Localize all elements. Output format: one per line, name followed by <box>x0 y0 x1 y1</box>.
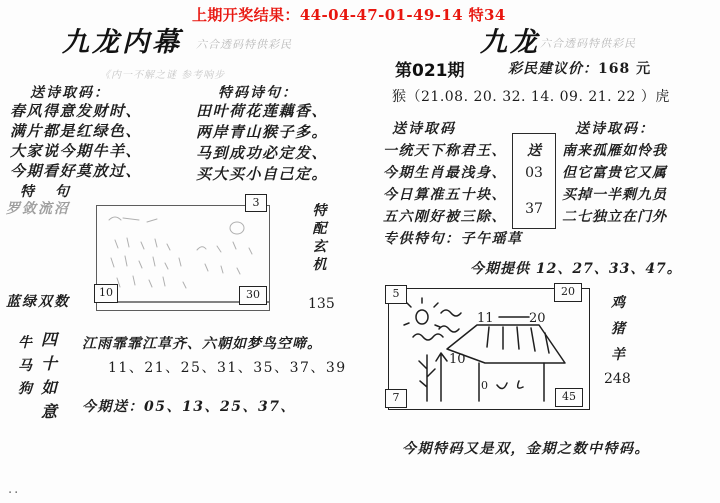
left-poem2-line-1: 田叶荷花莲藕香、 <box>196 102 329 120</box>
right-poem1 <box>383 140 507 228</box>
issue-number: 第021期 <box>395 61 465 81</box>
right-poem2-line-2: 但它富贵它又属 <box>562 165 667 181</box>
left-poem1-line-3: 大家说今期牛羊、 <box>10 142 143 160</box>
right-provide-line: 今期提供 12、27、33、47。 <box>470 261 682 277</box>
right-sketch-box <box>388 285 590 410</box>
svg-text:0: 0 <box>481 379 488 392</box>
left-poem1-line-2: 满片都是红绿色、 <box>10 122 143 140</box>
left-blue-green-label: 蓝绿双数 <box>6 294 70 310</box>
left-sketch-corner-10: 10 <box>94 284 118 303</box>
right-poem2-line-4: 二七独立在门外 <box>562 209 667 225</box>
left-siyi-4: 意 <box>40 402 57 421</box>
right-poem2-line-1: 南来孤雁如怜我 <box>562 143 667 159</box>
right-zodiac-column <box>608 290 628 368</box>
right-panel-title: 九龙 <box>480 27 540 58</box>
last-draw-banner <box>192 4 506 25</box>
right-sketch-corner-5: 5 <box>385 285 407 304</box>
right-sketch-mark-11: 11 <box>477 311 494 326</box>
left-te-ju-label: 特 句 <box>20 184 77 200</box>
left-poem1-line-1: 春风得意发财时、 <box>10 102 143 120</box>
right-poem1-heading: 送诗取码 <box>392 121 456 137</box>
left-panel-title: 九龙内幕 <box>62 27 182 58</box>
left-poem2-heading: 特码诗句： <box>218 85 298 101</box>
left-zodiac-column <box>14 332 36 401</box>
right-sketch-corner-20: 20 <box>554 283 582 302</box>
right-zodiac-3: 羊 <box>611 347 625 363</box>
price-label: 彩民建议价： <box>508 61 598 77</box>
left-faint-note: 罗敛流沼 <box>6 201 70 217</box>
left-sketch-corner-3: 3 <box>245 194 267 212</box>
right-sketch-mark-20: 20 <box>529 311 546 326</box>
left-siyi-3: 如 <box>40 378 57 397</box>
right-sketch-corner-45: 45 <box>555 388 583 407</box>
send-number-box <box>512 133 556 229</box>
left-poem2 <box>196 101 328 185</box>
left-send-line: 今期送：05、13、25、37、 <box>82 399 296 415</box>
left-vertical-char-1: 特 <box>312 203 328 219</box>
left-vertical-char-3: 玄 <box>312 239 328 255</box>
left-poem1-line-4: 今期看好莫放过、 <box>10 162 143 180</box>
right-poem2-line-3: 买掉一半剩九员 <box>562 187 667 203</box>
left-poem2-line-4: 买大买小自己定。 <box>196 165 329 183</box>
left-poem1 <box>10 101 142 181</box>
last-draw-numbers: 44-04-47-01-49-14 <box>299 6 463 24</box>
left-vertical-char-2: 配 <box>312 221 328 237</box>
send-box-label: 送 <box>527 143 541 159</box>
left-siyi-1: 四 <box>40 330 57 349</box>
left-sketch-corner-30: 30 <box>239 286 267 305</box>
right-special-line: 专供特句：子午瑶草 <box>383 231 523 247</box>
left-panel-subtitle-secondary: 《内一不解之谜 参考响步 <box>100 70 226 81</box>
left-siyi-column <box>38 328 60 424</box>
left-zodiac-3: 狗 <box>18 381 32 397</box>
left-poem1-heading: 送诗取码： <box>30 85 110 101</box>
price-value: 168 元 <box>598 61 652 77</box>
left-zodiac-2: 马 <box>18 358 32 374</box>
left-zodiac-1: 牛 <box>18 335 32 351</box>
right-poem2 <box>562 140 667 228</box>
left-number-row: 11、21、25、31、35、37、39 <box>108 360 347 376</box>
send-box-number-2: 37 <box>525 201 543 217</box>
right-panel-subtitle: 六合透码特供彩民 <box>540 37 636 50</box>
left-vertical-label <box>310 202 330 274</box>
right-poem1-line-1: 一统天下称君王、 <box>383 143 507 159</box>
left-poem2-line-2: 两岸青山猴子多。 <box>196 123 329 141</box>
right-footer-line: 今期特码又是双，金期之数中特码。 <box>402 441 650 457</box>
right-poem1-line-4: 五六刚好被三除、 <box>383 209 507 225</box>
left-classic-poem-line: 江雨霏霏江草齐、六朝如梦鸟空啼。 <box>82 336 322 352</box>
right-zodiac-1: 鸡 <box>611 295 625 311</box>
right-zodiac-number-line: 猴（21.08. 20. 32. 14. 09. 21. 22 ）虎 <box>392 89 670 105</box>
left-vertical-number: 135 <box>308 296 335 312</box>
right-zodiac-2: 猪 <box>611 321 625 337</box>
left-sketch-box <box>96 196 270 311</box>
left-bottom-dots: .. <box>8 482 21 497</box>
right-zodiac-number: 248 <box>604 371 631 387</box>
right-sketch-corner-7: 7 <box>385 389 407 408</box>
left-siyi-2: 十 <box>40 354 57 373</box>
left-panel-subtitle: 六合透码特供彩民 <box>196 38 292 51</box>
right-poem2-heading: 送诗取码： <box>575 121 655 137</box>
last-draw-special: 特34 <box>468 6 506 24</box>
left-poem2-line-3: 马到成功必定发、 <box>196 144 329 162</box>
left-vertical-char-4: 机 <box>312 257 328 273</box>
price-row <box>508 58 651 78</box>
right-sketch-mark-10: 10 <box>449 352 466 367</box>
last-draw-label: 上期开奖结果： <box>192 6 300 24</box>
right-poem1-line-3: 今日算准五十块、 <box>383 187 507 203</box>
send-box-number-1: 03 <box>525 165 543 181</box>
right-poem1-line-2: 今期生肖最浅身、 <box>383 165 507 181</box>
